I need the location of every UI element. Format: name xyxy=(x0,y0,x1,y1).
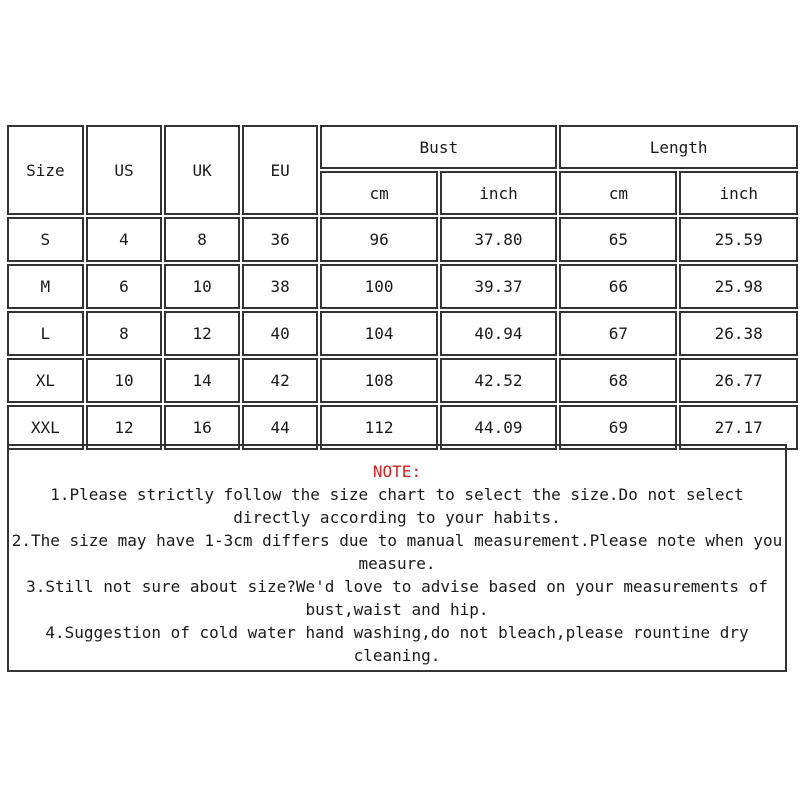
cell-uk: 8 xyxy=(164,217,240,262)
cell-bust-inch: 44.09 xyxy=(440,405,557,450)
cell-us: 4 xyxy=(86,217,163,262)
cell-size: M xyxy=(7,264,84,309)
cell-bust-inch: 40.94 xyxy=(440,311,557,356)
cell-uk: 10 xyxy=(164,264,240,309)
header-length-inch: inch xyxy=(679,171,798,215)
size-chart xyxy=(5,123,800,452)
cell-bust-cm: 96 xyxy=(320,217,437,262)
cell-size: XXL xyxy=(7,405,84,450)
cell-eu: 44 xyxy=(242,405,319,450)
cell-us: 8 xyxy=(86,311,163,356)
note-line-3: 3.Still not sure about size?We'd love to advise based on your measurements of bust,waist and hip. xyxy=(26,577,778,619)
cell-size: L xyxy=(7,311,84,356)
cell-length-cm: 68 xyxy=(559,358,677,403)
header-bust-inch: inch xyxy=(440,171,557,215)
size-table xyxy=(5,123,800,452)
cell-bust-inch: 37.80 xyxy=(440,217,557,262)
cell-length-inch: 26.38 xyxy=(679,311,798,356)
header-bust: Bust xyxy=(320,125,557,169)
cell-eu: 38 xyxy=(242,264,319,309)
table-row xyxy=(7,264,798,309)
cell-length-cm: 66 xyxy=(559,264,677,309)
table-row xyxy=(7,311,798,356)
cell-size: S xyxy=(7,217,84,262)
header-eu: EU xyxy=(242,125,319,215)
header-row-1 xyxy=(7,125,798,169)
cell-uk: 14 xyxy=(164,358,240,403)
cell-bust-cm: 100 xyxy=(320,264,437,309)
note-line-4: 4.Suggestion of cold water hand washing,do not bleach,please rountine dry cleaning. xyxy=(45,623,759,665)
cell-length-inch: 25.59 xyxy=(679,217,798,262)
cell-eu: 42 xyxy=(242,358,319,403)
cell-length-inch: 27.17 xyxy=(679,405,798,450)
cell-length-cm: 65 xyxy=(559,217,677,262)
table-row xyxy=(7,358,798,403)
note-title: NOTE: xyxy=(372,462,422,481)
note-line-1: 1.Please strictly follow the size chart to select the size.Do not select directly according to your habits. xyxy=(50,485,754,527)
cell-us: 6 xyxy=(86,264,163,309)
header-length-cm: cm xyxy=(559,171,677,215)
table-row xyxy=(7,217,798,262)
cell-us: 10 xyxy=(86,358,163,403)
cell-bust-cm: 112 xyxy=(320,405,437,450)
cell-bust-cm: 104 xyxy=(320,311,437,356)
header-length: Length xyxy=(559,125,798,169)
cell-bust-inch: 39.37 xyxy=(440,264,557,309)
cell-size: XL xyxy=(7,358,84,403)
cell-length-cm: 67 xyxy=(559,311,677,356)
header-uk: UK xyxy=(164,125,240,215)
cell-eu: 40 xyxy=(242,311,319,356)
cell-uk: 12 xyxy=(164,311,240,356)
cell-length-inch: 25.98 xyxy=(679,264,798,309)
cell-us: 12 xyxy=(86,405,163,450)
header-bust-cm: cm xyxy=(320,171,437,215)
note-box xyxy=(7,444,792,672)
cell-length-cm: 69 xyxy=(559,405,677,450)
cell-eu: 36 xyxy=(242,217,319,262)
cell-bust-cm: 108 xyxy=(320,358,437,403)
header-size: Size xyxy=(7,125,84,215)
cell-length-inch: 26.77 xyxy=(679,358,798,403)
cell-uk: 16 xyxy=(164,405,240,450)
header-us: US xyxy=(86,125,163,215)
note-line-2: 2.The size may have 1-3cm differs due to manual measurement.Please note when you measure. xyxy=(11,531,792,573)
cell-bust-inch: 42.52 xyxy=(440,358,557,403)
